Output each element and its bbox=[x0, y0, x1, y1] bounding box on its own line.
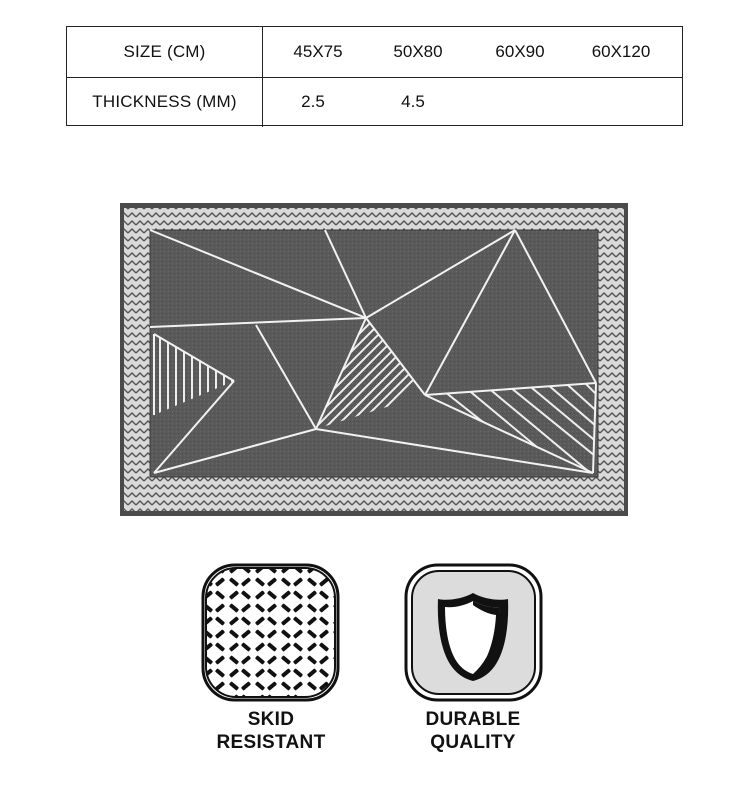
size-row bbox=[67, 27, 682, 78]
spec-table bbox=[66, 26, 683, 126]
durable-quality-badge bbox=[404, 563, 543, 702]
durable-quality-line2: QUALITY bbox=[430, 732, 516, 753]
thickness-header: THICKNESS (MM) bbox=[67, 77, 263, 127]
thickness-row bbox=[67, 77, 682, 127]
size-cell: 60X120 bbox=[591, 42, 651, 61]
rug-illustration bbox=[120, 203, 628, 516]
skid-resistant-line2: RESISTANT bbox=[216, 732, 326, 753]
skid-resistant-label bbox=[181, 708, 361, 754]
thickness-cell: 4.5 bbox=[401, 92, 425, 111]
size-header: SIZE (CM) bbox=[67, 27, 263, 77]
size-cell: 45X75 bbox=[293, 42, 343, 61]
durable-quality-line1: DURABLE bbox=[425, 709, 521, 730]
durable-quality-label bbox=[383, 708, 563, 754]
rug-product-image bbox=[120, 203, 628, 516]
skid-resistant-icon bbox=[201, 563, 340, 702]
rug-field bbox=[150, 230, 598, 477]
skid-resistant-badge bbox=[201, 563, 340, 702]
skid-resistant-line1: SKID bbox=[247, 709, 295, 730]
size-cell: 50X80 bbox=[393, 42, 443, 61]
size-cell: 60X90 bbox=[495, 42, 545, 61]
durable-shield-icon bbox=[404, 563, 543, 702]
thickness-cell: 2.5 bbox=[301, 92, 325, 111]
